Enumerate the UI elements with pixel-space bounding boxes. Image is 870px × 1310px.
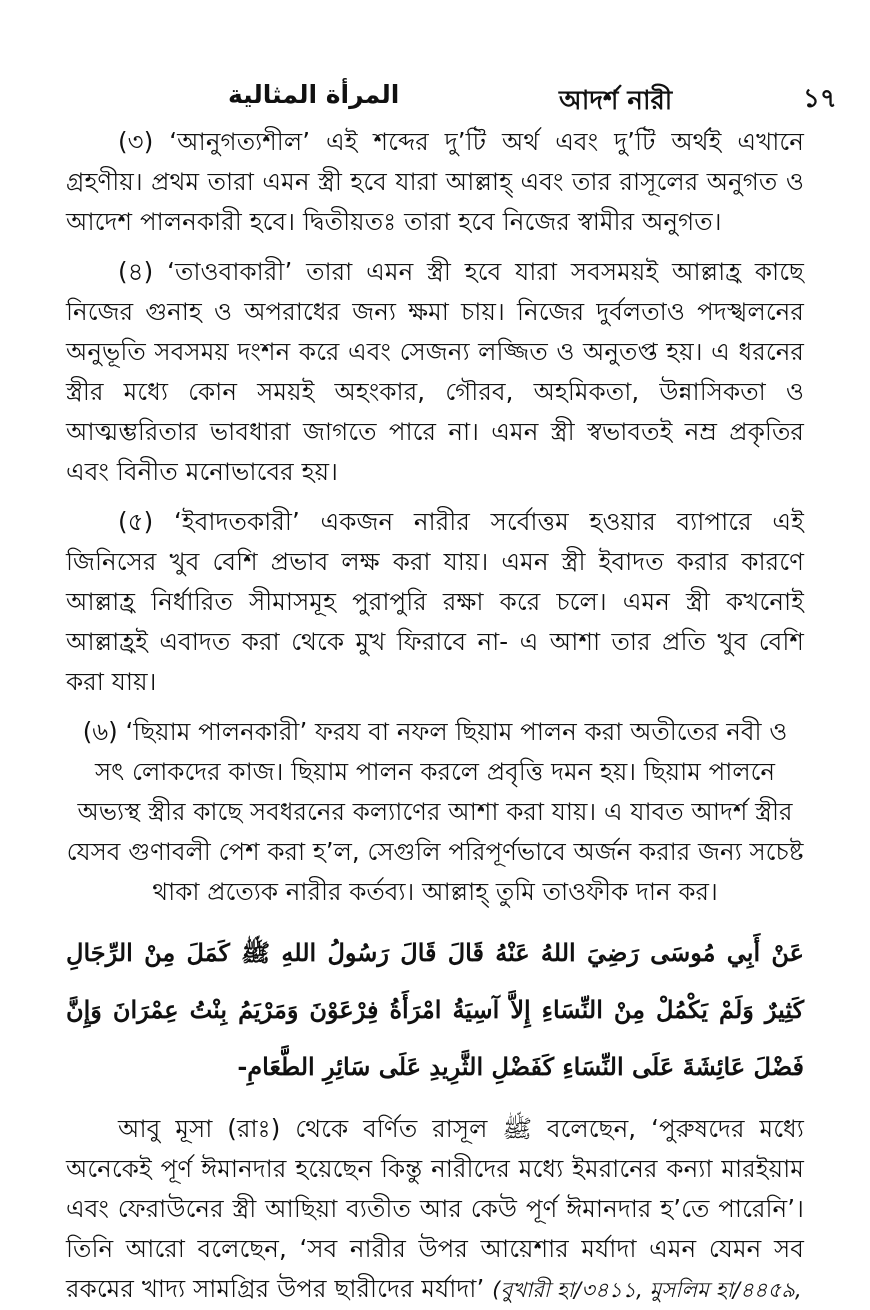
arabic-running-title: المرأة المثالية bbox=[228, 80, 400, 109]
fasting-line: সৎ লোকদের কাজ। ছিয়াম পালন করলে প্রবৃত্তি দমন হয়। ছিয়াম পালনে bbox=[94, 757, 776, 786]
fasting-line: যেসব গুণাবলী পেশ করা হ’ল, সেগুলি পরিপূর্ণভাবে অর্জন করার জন্য সচেষ্ট bbox=[66, 837, 804, 866]
translation-text: আবু মূসা (রাঃ) থেকে বর্ণিত রাসূল ﷺ বলেছেন, ‘পুরুষদের মধ্যে অনেকেই পূর্ণ ঈমানদার হয়েছেন কিন্তু নারীদের মধ্যে ইমরানের কন্যা মারইয়াম এবং ফেরাউনের স্ত্রী আছিয়া ব্যতীত আর কেউ পূর্ণ ঈমানদার হ’তে পারেনি’। তিনি আরো বলেছেন, ‘সব নারীর উপর আয়েশার মর্যাদা এমন যেমন সব রকমের খাদ্য সামগ্রির উপর ছারীদের মর্যাদা’ bbox=[66, 1114, 804, 1303]
hadith-translation bbox=[66, 1109, 804, 1310]
hadith-arabic-text: عَنْ أَبِي مُوسَى رَضِيَ اللهُ عَنْهُ قَالَ قَالَ رَسُولُ اللهِ ﷺ كَمَلَ مِنْ الرِّجَالِ كَثِيرٌ وَلَمْ يَكْمُلْ مِنْ النِّسَاءِ إِلاَّ آسِيَةُ امْرَأَةُ فِرْعَوْنَ وَمَرْيَمُ بِنْتُ عِمْرَانَ وَإِنَّ فَضْلَ عَائِشَةَ عَلَى النِّسَاءِ كَفَضْلِ الثَّرِيدِ عَلَى سَائِرِ الطَّعَامِ- bbox=[66, 938, 804, 1081]
hadith-reference: (বুখারী হা/৩৪১১, মুসলিম হা/৪৪৫৯, bbox=[492, 1278, 802, 1302]
fasting-line: অভ্যস্থ স্ত্রীর কাছে সবধরনের কল্যাণের আশা করা যায়। এ যাবত আদর্শ স্ত্রীর bbox=[77, 797, 793, 826]
page-header bbox=[66, 0, 837, 122]
fasting-line: (৬) ‘ছিয়াম পালনকারী’ ফরয বা নফল ছিয়াম পালন করা অতীতের নবী ও bbox=[82, 717, 788, 746]
page-number: ১৭ bbox=[803, 84, 837, 114]
paragraph-repentant: (৪) ‘তাওবাকারী’ তারা এমন স্ত্রী হবে যারা সবসময়ই আল্লাহ্র কাছে নিজের গুনাহ ও অপরাধের জন্য ক্ষমা চায়। নিজের দুর্বলতাও পদস্খলনের অনুভূতি সবসময় দংশন করে এবং সেজন্য লজ্জিত ও অনুতপ্ত হয়। এ ধরনের স্ত্রীর মধ্যে কোন সময়ই অহংকার, গৌরব, অহমিকতা, উন্নাসিকতা ও আত্মম্ভরিতার ভাবধারা জাগতে পারে না। এমন স্ত্রী স্বভাবতই নম্র প্রকৃতির এবং বিনীত মনোভাবের হয়। bbox=[66, 257, 804, 486]
fasting-line: থাকা প্রত্যেক নারীর কর্তব্য। আল্লাহ্ তুমি তাওফীক দান কর। bbox=[152, 877, 718, 906]
paragraph-fasting bbox=[66, 712, 804, 912]
paragraph-worshipper: (৫) ‘ইবাদতকারী’ একজন নারীর সর্বোত্তম হওয়ার ব্যাপারে এই জিনিসের খুব বেশি প্রভাব লক্ষ করা যায়। এমন স্ত্রী ইবাদত করার কারণে আল্লাহ্র নির্ধারিত সীমাসমূহ পুরাপুরি রক্ষা করে চলে। এমন স্ত্রী কখনোই আল্লাহ্রই এবাদত করা থেকে মুখ ফিরাবে না- এ আশা তার প্রতি খুব বেশি করা যায়। bbox=[66, 507, 804, 696]
paragraph-obedient: (৩) ‘আনুগত্যশীল’ এই শব্দের দু’টি অর্থ এবং দু’টি অর্থই এখানে গ্রহণীয়। প্রথম তারা এমন স্ত্রী হবে যারা আল্লাহ্ এবং তার রাসূলের অনুগত ও আদেশ পালনকারী হবে। দ্বিতীয়তঃ তারা হবে নিজের স্বামীর অনুগত। bbox=[66, 127, 804, 236]
bengali-running-title: আদর্শ নারী bbox=[559, 86, 673, 116]
